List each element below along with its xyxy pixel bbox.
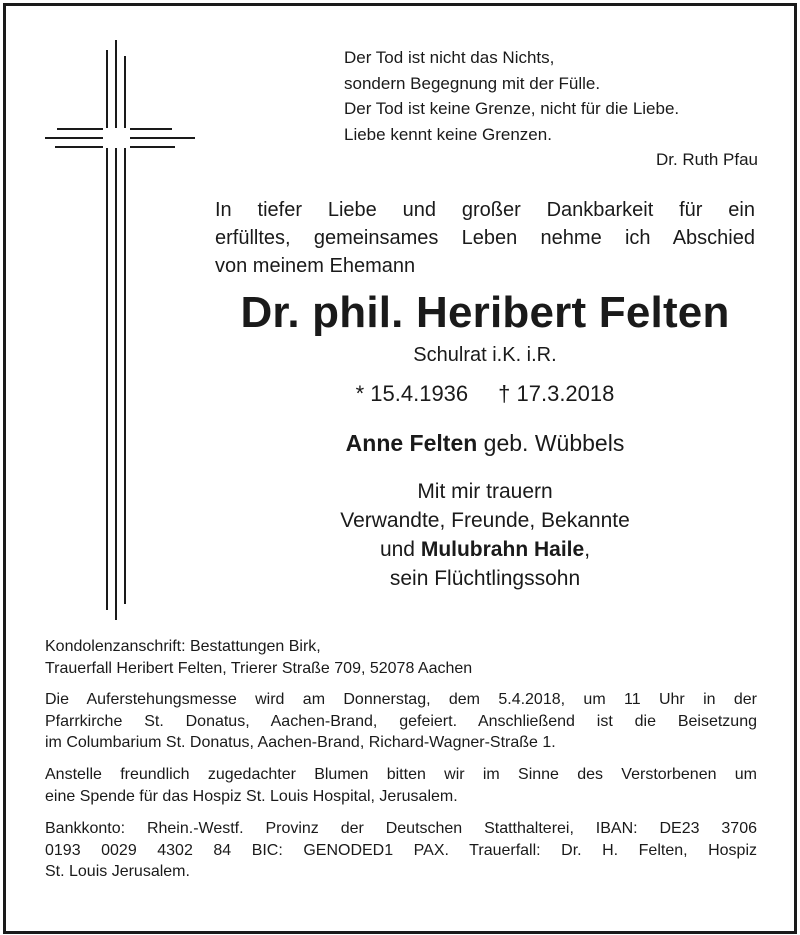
footer-line: Pfarrkirche St. Donatus, Aachen-Brand, gefeiert. Anschließend ist die Beisetzung: [45, 712, 757, 730]
footer-line: Bankkonto: Rhein.-Westf. Provinz der Deutschen Statthalterei, IBAN: DE23 3706: [45, 820, 757, 837]
mourners-line: [215, 535, 755, 564]
death-date: † 17.3.2018: [498, 381, 615, 406]
footer-line: Die Auferstehungsmesse wird am Donnerstag, dem 5.4.2018, um 11 Uhr in der: [45, 691, 757, 708]
deceased-title: Schulrat i.K. i.R.: [413, 344, 557, 366]
footer-line: Anstelle freundlich zugedachter Blumen bitten wir im Sinne des Verstorbenen um: [45, 766, 757, 783]
foster-son-name: Mulubrahn Haile: [420, 538, 585, 561]
mourners-line: Verwandte, Freunde, Bekannte: [340, 509, 630, 532]
intro-line: In tiefer Liebe und großer Dankbarkeit für ein: [215, 199, 755, 221]
footer-line: im Columbarium St. Donatus, Aachen-Brand, Richard-Wagner-Straße 1.: [45, 734, 556, 751]
intro-line: erfülltes, gemeinsames Leben nehme ich Abschied: [215, 227, 755, 249]
quote-line: Der Tod ist keine Grenze, nicht für die Liebe.: [344, 99, 680, 118]
quote-line: sondern Begegnung mit der Fülle.: [344, 73, 601, 93]
mourners-block: [215, 477, 755, 593]
widow-maiden-name: geb. Wübbels: [477, 430, 625, 456]
mourners-text: ,: [584, 538, 591, 561]
footer-line: 0193 0029 4302 84 BIC: GENODED1 PAX. Trauerfall: Dr. H. Felten, Hospiz: [45, 841, 757, 859]
donation-request: [45, 764, 757, 807]
intro-text: [215, 196, 755, 280]
mourners-text: und: [379, 538, 421, 561]
footer-line: St. Louis Jerusalem.: [45, 863, 190, 880]
footer-line: Trauerfall Heribert Felten, Trierer Straße 709, 52078 Aachen: [45, 659, 473, 677]
birth-date: * 15.4.1936: [355, 381, 469, 406]
footer-line: Kondolenzanschrift: Bestattungen Birk,: [45, 638, 321, 655]
footer-line: eine Spende für das Hospiz St. Louis Hospital, Jerusalem.: [45, 787, 458, 805]
bank-account-info: [45, 818, 757, 883]
intro-line: von meinem Ehemann: [215, 255, 416, 277]
condolence-address: [45, 636, 757, 679]
widow-line: [215, 430, 755, 457]
widow-name: Anne Felten: [345, 430, 478, 456]
deceased-name: Dr. phil. Heribert Felten: [240, 288, 730, 337]
life-dates: [215, 381, 755, 407]
quote-author: Dr. Ruth Pfau: [655, 150, 758, 169]
mourners-line: Mit mir trauern: [417, 480, 553, 503]
mourners-line: sein Flüchtlingssohn: [389, 567, 581, 590]
quote-line: Der Tod ist nicht das Nichts,: [344, 48, 555, 67]
mass-info: [45, 689, 757, 754]
quote-block: [344, 45, 764, 173]
cross-icon: [45, 40, 195, 620]
quote-line: Liebe kennt keine Grenzen.: [344, 124, 552, 144]
